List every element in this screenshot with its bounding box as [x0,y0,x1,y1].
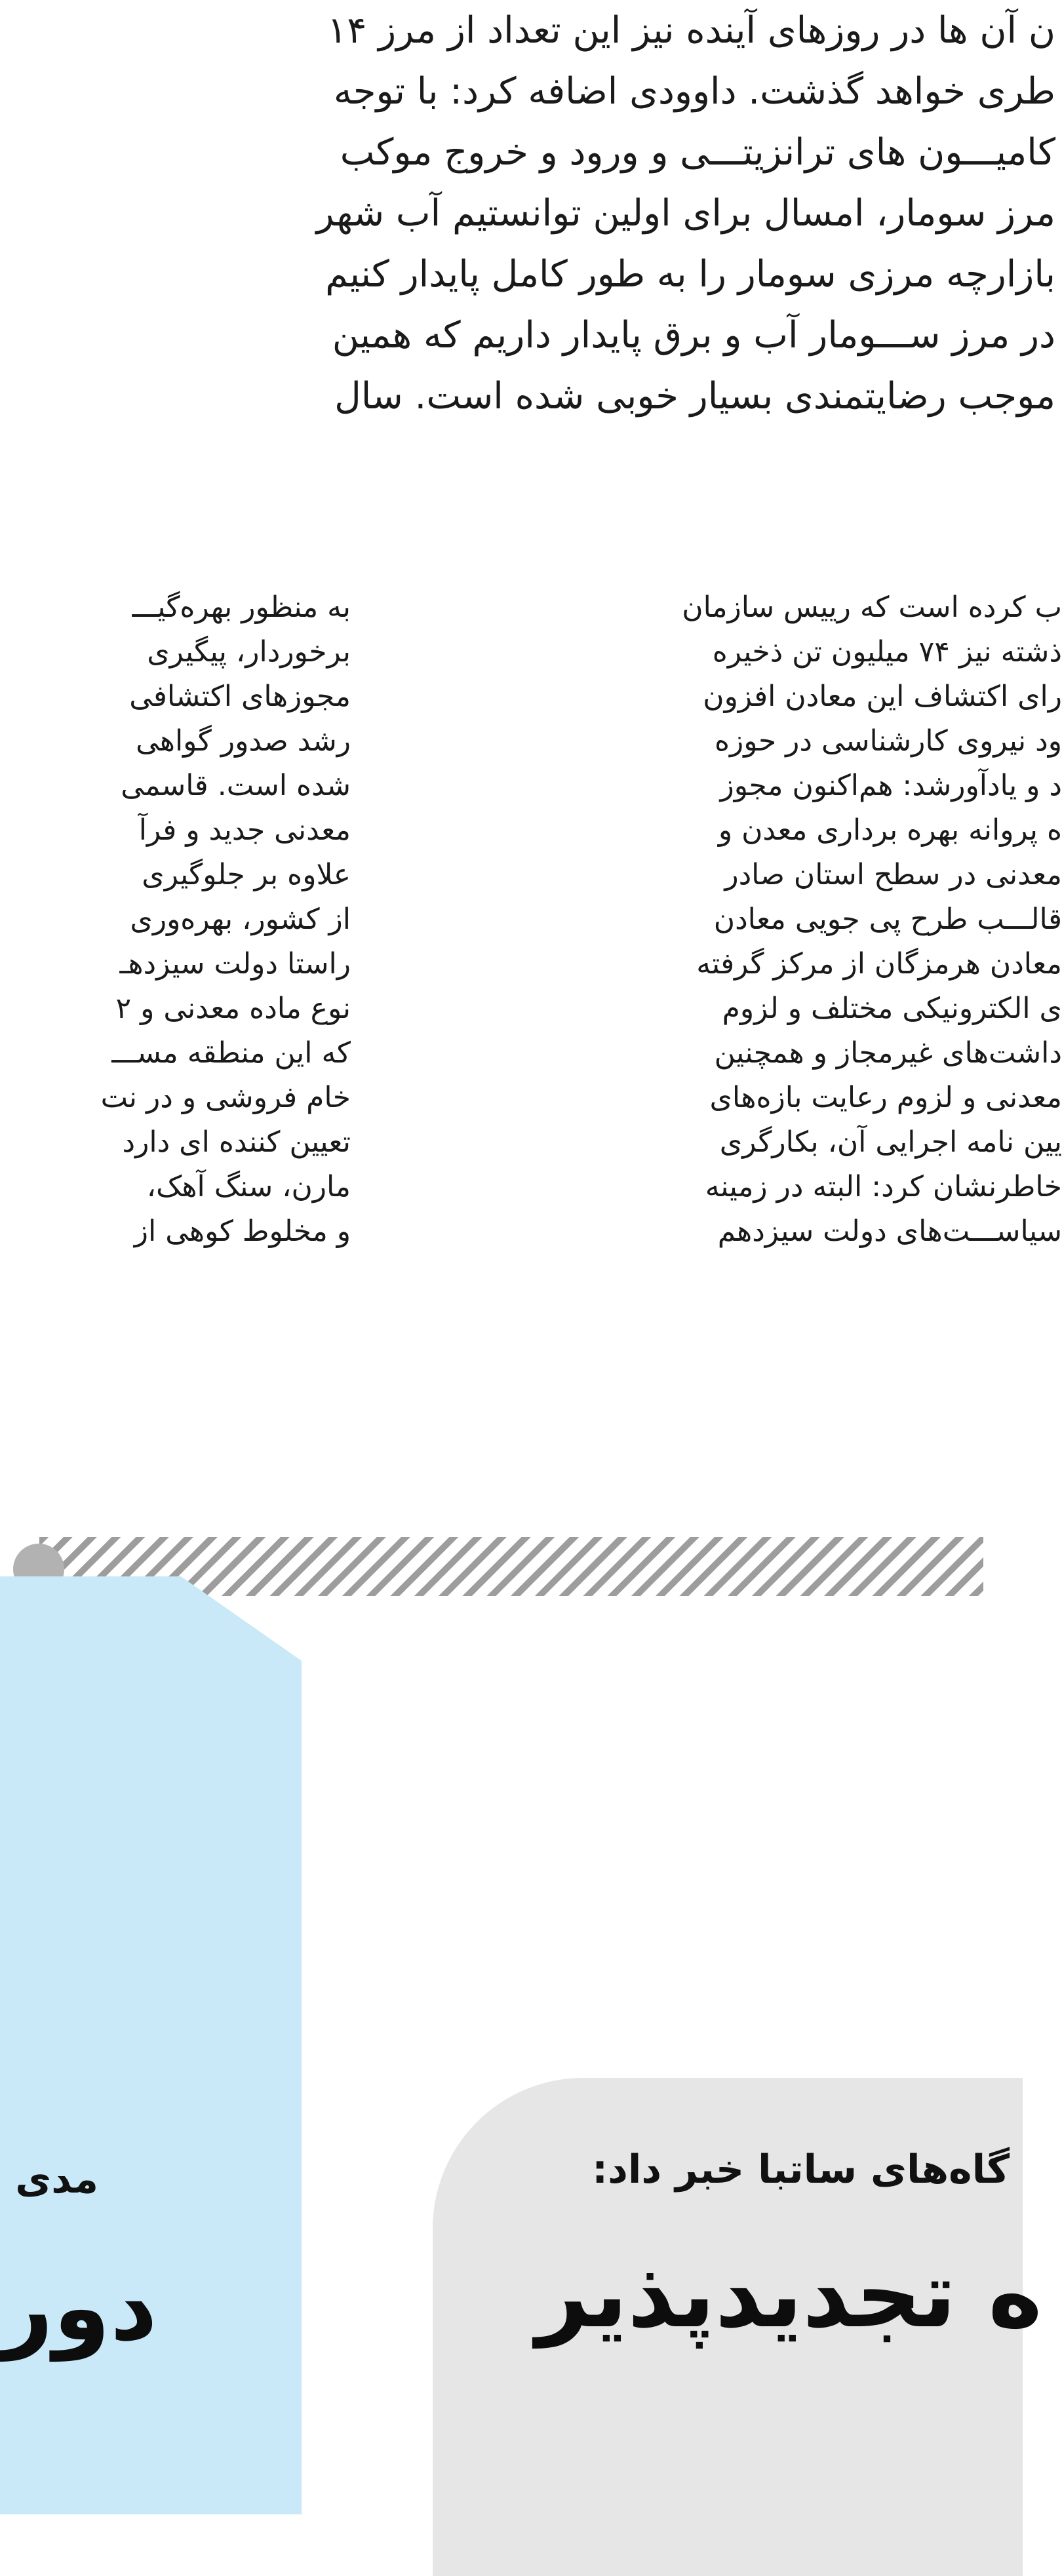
text-line: معدنی در سطح استان صادر [724,858,1062,891]
article-column-right [446,585,1062,1254]
text-line: ن آن ها در روزهای آینده نیز این تعداد از مرز ۱۴ [327,9,1055,52]
text-line: خاطرنشان کرد: البته در زمینه [705,1170,1062,1203]
text-line: تعیین کننده ای دارد [122,1125,351,1159]
text-line: طری خواهد گذشت. داوودی اضافه کرد: با توجه [333,70,1055,113]
text-line: از کشور، بهره‌وری [130,903,351,936]
text-line: به منظور بهره‌گیـــ [132,591,351,624]
text-line: برخوردار، پیگیری [147,635,351,669]
text-line: و مخلوط کوهی از [134,1215,351,1248]
text-line: رای اکتشاف این معادن افزون [703,680,1062,713]
blue-news-box [0,1576,302,2514]
text-line: کامیـــون های ترانزیتـــی و ورود و خروج موکب [340,131,1055,174]
text-line: رشد صدور گواهی [136,724,351,758]
text-line: موجب رضایتمندی بسیار خوبی شده است. سال [334,375,1055,418]
text-line: ی الکترونیکی مختلف و لزوم [722,992,1062,1025]
text-line: قالـــب طرح پی جویی معادن [713,903,1062,936]
left-box-kicker: مدی [15,2156,98,2202]
text-line: در مرز ســـومار آب و برق پایدار داریم که همین [332,314,1055,357]
text-line: داشت‌های غیرمجاز و همچنین [714,1036,1062,1070]
text-line: ود نیروی کارشناسی در حوزه [714,724,1062,758]
text-line: خام فروشی و در نت [100,1081,351,1114]
top-paragraph [0,0,1055,427]
text-line: معدنی جدید و فرآ [138,813,351,847]
text-line: ه پروانه بهره ‌برداری معدن و [718,813,1062,847]
text-line: مرز سومار، امسال برای اولین توانستیم آب شهر [316,192,1055,235]
left-box-headline: دور [0,2255,157,2362]
text-line: بازارچه مرزی سومار را به طور کامل پایدار کنیم [325,253,1055,296]
text-line: شده است. قاسمی [121,769,351,802]
text-line: مارن، سنگ آهک، [146,1170,351,1203]
text-line: یین نامه اجرایی آن، بکارگری [719,1125,1062,1159]
text-line: معادن هرمزگان از مرکز گرفته [696,947,1062,981]
text-line: راستا دولت سیزدهـ [119,947,351,981]
text-line: د و یادآورشد: هم‌اکنون مجوز [720,769,1062,802]
right-box-headline: ه تجدیدپذیر [536,2242,1042,2349]
text-line: مجوزهای اکتشافی [129,680,351,713]
text-line: ذشته نیز ۷۴ میلیون تن ذخیره [712,635,1062,669]
text-line: نوع ماده معدنی و ۲ [115,992,351,1025]
right-box-kicker: گاه‌های ساتبا خبر داد: [592,2147,1010,2193]
text-line: که این منطقه مســـ [111,1036,351,1070]
text-line: معدنی و لزوم رعایت بازه‌های [709,1081,1062,1114]
text-line: علاوه بر جلوگیری [142,858,351,891]
text-line: سیاســـت‌های دولت سیزدهم [717,1215,1062,1248]
text-line: ب کرده است که رییس سازمان [682,591,1062,624]
article-column-left [0,585,351,1254]
